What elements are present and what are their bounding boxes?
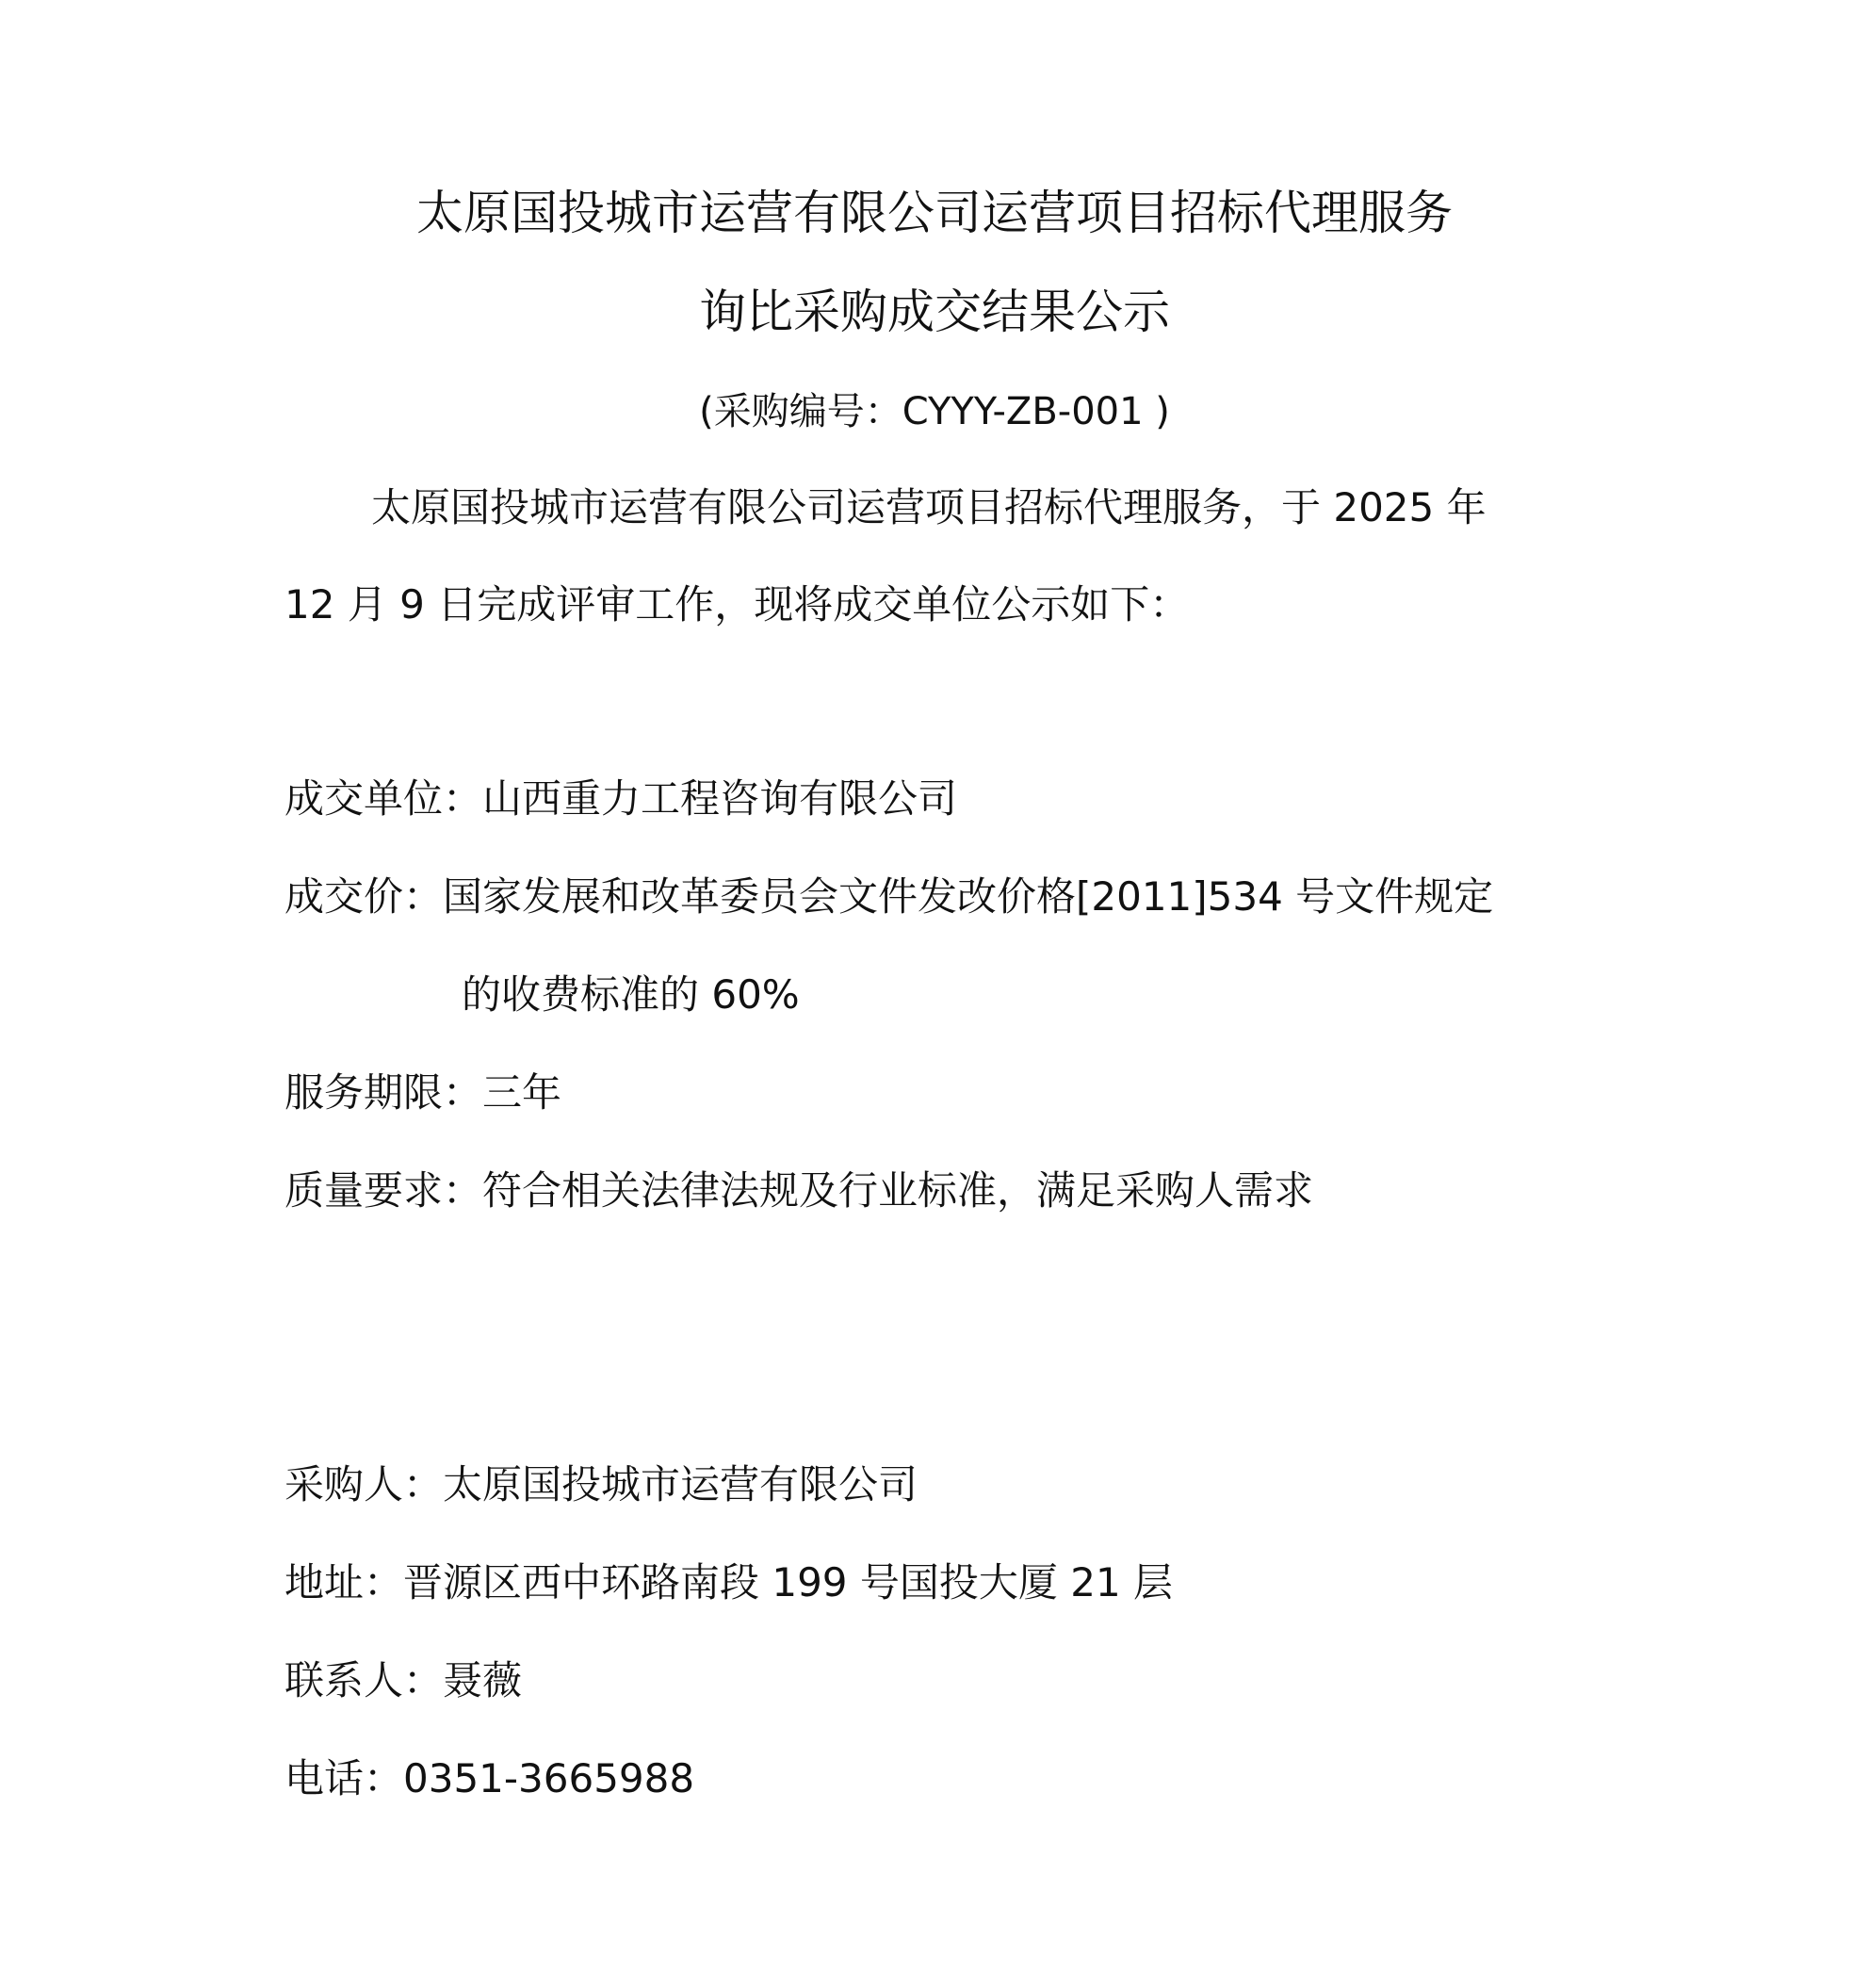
transaction-price-line-2: 的收费标准的 60% xyxy=(462,971,800,1018)
intro-paragraph-line-1: 太原国投城市运营有限公司运营项目招标代理服务，于 2025 年 xyxy=(371,484,1487,530)
phone-number: 电话：0351-3665988 xyxy=(284,1755,695,1801)
contact-person: 联系人：聂薇 xyxy=(284,1657,523,1703)
document-title-line-1: 太原国投城市运营有限公司运营项目招标代理服务 xyxy=(416,186,1453,240)
winning-bidder: 成交单位：山西重力工程咨询有限公司 xyxy=(284,775,958,822)
transaction-price-line-1: 成交价：国家发展和改革委员会文件发改价格[2011]534 号文件规定 xyxy=(284,873,1494,920)
procurement-code: (采购编号：CYYY-ZB-001 ) xyxy=(699,390,1170,433)
quality-requirement: 质量要求：符合相关法律法规及行业标准，满足采购人需求 xyxy=(284,1167,1314,1214)
address: 地址：晋源区西中环路南段 199 号国投大厦 21 层 xyxy=(284,1559,1174,1605)
purchaser: 采购人：太原国投城市运营有限公司 xyxy=(284,1461,918,1507)
document-title-line-2: 询比采购成交结果公示 xyxy=(699,285,1170,339)
service-period: 服务期限：三年 xyxy=(284,1069,562,1116)
intro-paragraph-line-2: 12 月 9 日完成评审工作，现将成交单位公示如下： xyxy=(284,581,1190,627)
